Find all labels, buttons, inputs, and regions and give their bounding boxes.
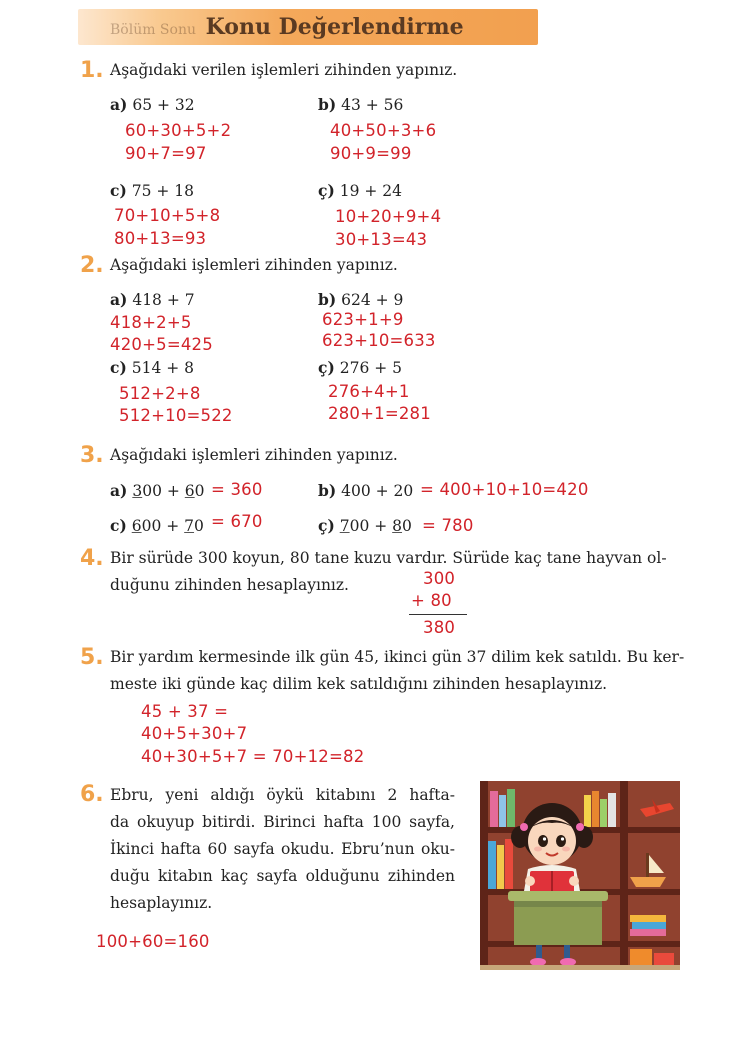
q1-item-c: c) 75 + 18: [110, 181, 195, 200]
q3-item-c: c) 600 + 70: [110, 516, 204, 535]
q2-a-answer-2: 420+5=425: [110, 335, 213, 354]
q5-work-1: 45 + 37 =: [141, 702, 229, 721]
q1-cedilla-answer-2: 30+13=43: [335, 230, 428, 249]
q3-number: 3.: [80, 443, 104, 468]
q1-number: 1.: [80, 58, 104, 83]
page-title-prefix: Bölüm Sonu: [110, 22, 196, 38]
q4-sum-line: [409, 614, 467, 615]
q2-b-answer-1: 623+1+9: [322, 310, 404, 329]
q3-item-b: b) 400 + 20: [318, 481, 414, 500]
q2-a-answer-1: 418+2+5: [110, 313, 192, 332]
q1-c-answer-2: 80+13=93: [114, 229, 207, 248]
q3-c-answer: = 670: [211, 512, 263, 531]
q1-item-cedilla: ç) 19 + 24: [318, 181, 403, 200]
q1-a-answer-2: 90+7=97: [125, 144, 207, 163]
q2-c-answer-1: 512+2+8: [119, 384, 201, 403]
q5-line-1: Bir yardım kermesinde ilk gün 45, ikinci gün 37 dilim kek satıldı. Bu ker-: [110, 648, 685, 666]
q6-answer: 100+60=160: [96, 932, 210, 951]
q3-item-a: a) 300 + 60: [110, 481, 205, 500]
q1-b-answer-2: 90+9=99: [330, 144, 412, 163]
q1-b-answer-1: 40+50+3+6: [330, 121, 437, 140]
q4-work-3: 380: [423, 618, 456, 637]
q5-line-2: meste iki günde kaç dilim kek satıldığını zihinden hesaplayınız.: [110, 675, 608, 693]
q2-b-answer-2: 623+10=633: [322, 331, 436, 350]
q1-text: Aşağıdaki verilen işlemleri zihinden yapınız.: [110, 61, 458, 79]
q2-cedilla-answer-2: 280+1=281: [328, 404, 431, 423]
q3-a-answer: = 360: [211, 480, 263, 499]
q1-c-answer-1: 70+10+5+8: [114, 206, 221, 225]
q3-b-answer: = 400+10+10=420: [420, 480, 589, 499]
q1-a-answer-1: 60+30+5+2: [125, 121, 232, 140]
q1-item-b: b) 43 + 56: [318, 95, 404, 114]
q6-line: duğu kitabın kaç sayfa olduğunu zihinden: [110, 867, 455, 885]
page-title: [110, 14, 464, 40]
q2-item-b: b) 624 + 9: [318, 290, 404, 309]
q4-work-2: + 80: [411, 591, 452, 610]
q4-number: 4.: [80, 546, 104, 571]
q2-cedilla-answer-1: 276+4+1: [328, 382, 410, 401]
q2-text: Aşağıdaki işlemleri zihinden yapınız.: [110, 256, 398, 274]
q6-text: [110, 782, 455, 917]
reading-girl-illustration: [480, 781, 680, 970]
q1-item-a: a) 65 + 32: [110, 95, 195, 114]
q1-cedilla-answer-1: 10+20+9+4: [335, 207, 442, 226]
page-title-text: Konu Değerlendirme: [205, 14, 464, 40]
q6-line: İkinci hafta 60 sayfa okudu. Ebru’nun oku-: [110, 840, 455, 858]
q5-work-3: 40+30+5+7 = 70+12=82: [141, 747, 365, 766]
q3-item-cedilla: ç) 700 + 80: [318, 516, 412, 535]
q6-line: hesaplayınız.: [110, 894, 213, 912]
q5-number: 5.: [80, 645, 104, 670]
illustration-svg: [480, 781, 680, 970]
q2-c-answer-2: 512+10=522: [119, 406, 233, 425]
q2-item-c: c) 514 + 8: [110, 358, 195, 377]
q2-item-cedilla: ç) 276 + 5: [318, 358, 403, 377]
q3-text: Aşağıdaki işlemleri zihinden yapınız.: [110, 446, 398, 464]
q4-line-2: duğunu zihinden hesaplayınız.: [110, 576, 349, 594]
q6-line: da okuyup bitirdi. Birinci hafta 100 sayfa,: [110, 813, 455, 831]
q6-line: Ebru, yeni aldığı öykü kitabını 2 hafta-: [110, 786, 455, 804]
q4-line-1: Bir sürüde 300 koyun, 80 tane kuzu vardır. Sürüde kaç tane hayvan ol-: [110, 549, 667, 567]
q3-cedilla-answer: = 780: [422, 516, 474, 535]
q4-work-1: 300: [423, 569, 456, 588]
q5-work-2: 40+5+30+7: [141, 724, 248, 743]
q2-number: 2.: [80, 253, 104, 278]
q2-item-a: a) 418 + 7: [110, 290, 195, 309]
q6-number: 6.: [80, 782, 104, 807]
